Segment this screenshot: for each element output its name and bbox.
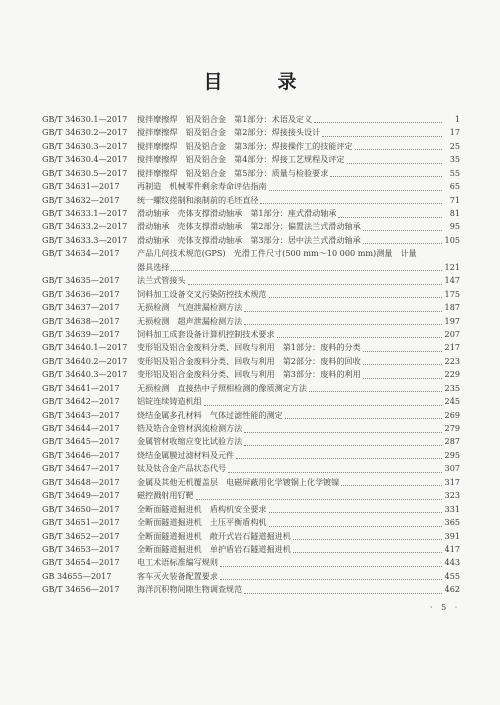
page-ref: 147 bbox=[444, 275, 460, 286]
page-ref: 287 bbox=[444, 436, 460, 447]
standard-code: GB 34655—2017 bbox=[42, 570, 112, 581]
page-ref: 175 bbox=[444, 288, 460, 299]
dot-leader bbox=[171, 269, 442, 271]
dot-leader bbox=[220, 565, 442, 567]
toc-entry bbox=[42, 543, 460, 556]
standard-title: 产品几何技术规范(GPS) 光滑工件尺寸(500 mm～10 000 mm)测量 计量 bbox=[137, 248, 417, 259]
standard-code: GB/T 34640.3—2017 bbox=[42, 369, 128, 380]
toc-entry bbox=[42, 126, 460, 139]
dot-leader bbox=[244, 444, 442, 446]
dot-leader bbox=[341, 484, 442, 486]
standard-title: 法兰式管接头 bbox=[137, 275, 186, 286]
page-ref: 1 bbox=[454, 113, 460, 124]
standard-code: GB/T 34633.1—2017 bbox=[42, 208, 128, 219]
standard-code: GB/T 34630.4—2017 bbox=[42, 154, 128, 165]
page-ref: 95 bbox=[449, 221, 460, 232]
standard-title: 饲料加工设备交叉污染防控技术规范 bbox=[137, 288, 267, 299]
dot-leader bbox=[269, 525, 442, 527]
page-title: 目 录 bbox=[203, 71, 315, 93]
standard-title: 金属及其他无机覆盖层 电磁屏蔽用化学镀铜上化学镀镍 bbox=[137, 476, 340, 487]
toc-entry bbox=[42, 476, 460, 489]
toc-entry bbox=[42, 503, 460, 516]
standard-code: GB/T 34652—2017 bbox=[42, 530, 120, 541]
toc-entry bbox=[42, 583, 460, 596]
standard-code: GB/T 34649—2017 bbox=[42, 490, 120, 501]
dot-leader bbox=[363, 242, 442, 244]
toc-entry bbox=[42, 140, 460, 153]
standard-title: 变形铝及铝合金废料分类、回收与利用 第3部分：废料的利用 bbox=[137, 369, 361, 380]
standard-code: GB/T 34648—2017 bbox=[42, 476, 120, 487]
dot-leader bbox=[363, 363, 442, 365]
standard-title: 变形铝及铝合金废料分类、回收与利用 第1部分：废料的分类 bbox=[137, 342, 361, 353]
toc-entry bbox=[42, 180, 460, 193]
standard-code: GB/T 34653—2017 bbox=[42, 543, 120, 554]
standard-code: GB/T 34640.2—2017 bbox=[42, 355, 128, 366]
standard-title: 搅拌摩擦焊 铝及铝合金 第3部分：焊接操作工的技能评定 bbox=[137, 140, 353, 151]
toc-entry bbox=[42, 368, 460, 381]
standard-code: GB/T 34650—2017 bbox=[42, 503, 120, 514]
page-ref: 105 bbox=[444, 234, 460, 245]
standard-code: GB/T 34630.1—2017 bbox=[42, 113, 128, 124]
page-ref: 443 bbox=[444, 557, 460, 568]
standard-code: GB/T 34640.1—2017 bbox=[42, 342, 128, 353]
toc-entry bbox=[42, 341, 460, 354]
page-ref: 235 bbox=[444, 382, 460, 393]
toc-entry bbox=[42, 570, 460, 583]
dot-leader bbox=[293, 551, 442, 553]
dot-leader bbox=[277, 336, 442, 338]
standard-title: 器具选择 bbox=[137, 261, 170, 272]
standard-title: 全断面隧道掘进机 盾构机安全要求 bbox=[137, 503, 267, 514]
toc-entry bbox=[42, 261, 460, 274]
standard-title: 搅拌摩擦焊 铝及铝合金 第2部分：焊接接头设计 bbox=[137, 127, 321, 138]
page-ref: 365 bbox=[444, 517, 460, 528]
standard-title: 铝锭连续铸造机组 bbox=[137, 396, 202, 407]
dot-leader bbox=[338, 216, 442, 218]
page-ref: 207 bbox=[444, 328, 460, 339]
standard-title: 滑动轴承 壳体支撑滑动轴承 第3部分：居中法兰式滑动轴承 bbox=[137, 234, 361, 245]
standard-title: 无损检测 气泡泄漏检测方法 bbox=[137, 302, 243, 313]
page-ref: 245 bbox=[444, 396, 460, 407]
standard-title: 无损检测 直接热中子照相检测的像质测定方法 bbox=[137, 382, 307, 393]
page-ref: 81 bbox=[449, 208, 460, 219]
toc-entry bbox=[42, 234, 460, 247]
dot-leader bbox=[269, 511, 442, 513]
standard-title: 滑动轴承 壳体支撑滑动轴承 第2部分：偏置法兰式滑动轴承 bbox=[137, 221, 361, 232]
toc-entry bbox=[42, 288, 460, 301]
toc-entry bbox=[42, 409, 460, 422]
standard-title: 滑动轴承 壳体支撑滑动轴承 第1部分：座式滑动轴承 bbox=[137, 208, 337, 219]
toc-entry bbox=[42, 167, 460, 180]
page-ref: 217 bbox=[444, 342, 460, 353]
standard-code: GB/T 34630.2—2017 bbox=[42, 127, 128, 138]
standard-title: 烧结金属多孔材料 气体过滤性能的测定 bbox=[137, 409, 283, 420]
standard-code: GB/T 34637—2017 bbox=[42, 302, 120, 313]
standard-code: GB/T 34633.2—2017 bbox=[42, 221, 128, 232]
standard-title: 变形铝及铝合金废料分类、回收与利用 第2部分：废料的回收 bbox=[137, 355, 361, 366]
standard-code: GB/T 34651—2017 bbox=[42, 517, 120, 528]
standard-code: GB/T 34656—2017 bbox=[42, 584, 120, 595]
standard-title: 全断面隧道掘进机 单护盾岩石隧道掘进机 bbox=[137, 543, 291, 554]
page-ref: 223 bbox=[444, 355, 460, 366]
page-ref: 25 bbox=[449, 140, 460, 151]
standard-code: GB/T 34634—2017 bbox=[42, 248, 120, 259]
toc-entry bbox=[42, 247, 460, 260]
dot-leader bbox=[269, 296, 442, 298]
toc-entry bbox=[42, 422, 460, 435]
dot-leader bbox=[314, 121, 442, 123]
standard-title: 搅拌摩擦焊 铝及铝合金 第5部分：质量与检验要求 bbox=[137, 167, 329, 178]
dot-leader bbox=[228, 471, 442, 473]
page-ref: 35 bbox=[449, 154, 460, 165]
dot-leader bbox=[244, 592, 442, 594]
toc-entry bbox=[42, 462, 460, 475]
standard-title: 统一螺纹搓制和滚制前的毛坯直径 bbox=[137, 194, 259, 205]
dot-leader bbox=[204, 404, 442, 406]
dot-leader bbox=[244, 310, 442, 312]
page-ref: 331 bbox=[444, 503, 460, 514]
standard-title: 磁控溅射用钌靶 bbox=[137, 490, 194, 501]
page-ref: 455 bbox=[444, 570, 460, 581]
dot-leader bbox=[260, 202, 442, 204]
dot-leader bbox=[363, 229, 442, 231]
page-ref: 121 bbox=[444, 261, 460, 272]
toc-entry bbox=[42, 328, 460, 341]
dot-leader bbox=[293, 538, 442, 540]
page-ref: 279 bbox=[444, 423, 460, 434]
toc-entry bbox=[42, 436, 460, 449]
standard-code: GB/T 34639—2017 bbox=[42, 328, 120, 339]
table-of-contents bbox=[42, 113, 460, 597]
standard-title: 搅拌摩擦焊 铝及铝合金 第4部分：焊接工艺规程及评定 bbox=[137, 154, 345, 165]
standard-code: GB/T 34632—2017 bbox=[42, 194, 120, 205]
standard-code: GB/T 34630.3—2017 bbox=[42, 140, 128, 151]
standard-code: GB/T 34635—2017 bbox=[42, 275, 120, 286]
page-ref: 295 bbox=[444, 449, 460, 460]
standard-code: GB/T 34642—2017 bbox=[42, 396, 120, 407]
standard-title: 电工术语标准编写规则 bbox=[137, 557, 218, 568]
standard-code: GB/T 34636—2017 bbox=[42, 288, 120, 299]
page-ref: 55 bbox=[449, 167, 460, 178]
dot-leader bbox=[363, 350, 442, 352]
standard-code: GB/T 34643—2017 bbox=[42, 409, 120, 420]
standard-code: GB/T 34646—2017 bbox=[42, 449, 120, 460]
page-ref: 71 bbox=[449, 194, 460, 205]
page-number: · 5 · bbox=[430, 603, 461, 612]
page-ref: 462 bbox=[444, 584, 460, 595]
page-ref: 417 bbox=[444, 543, 460, 554]
dot-leader bbox=[269, 189, 442, 191]
page-ref: 317 bbox=[444, 476, 460, 487]
standard-title: 客车灭火装备配置要求 bbox=[137, 570, 218, 581]
toc-entry bbox=[42, 194, 460, 207]
dot-leader bbox=[244, 431, 442, 433]
standard-title: 饲料加工成套设备计算机控制技术要求 bbox=[137, 328, 275, 339]
page-ref: 391 bbox=[444, 530, 460, 541]
page-ref: 229 bbox=[444, 369, 460, 380]
dot-leader bbox=[309, 390, 442, 392]
dot-leader bbox=[347, 162, 443, 164]
dot-leader bbox=[330, 175, 442, 177]
standard-code: GB/T 34631—2017 bbox=[42, 181, 120, 192]
toc-entry bbox=[42, 301, 460, 314]
toc-entry bbox=[42, 556, 460, 569]
dot-leader bbox=[285, 417, 442, 419]
toc-entry bbox=[42, 315, 460, 328]
page-ref: 17 bbox=[449, 127, 460, 138]
standard-code: GB/T 34641—2017 bbox=[42, 382, 120, 393]
toc-entry bbox=[42, 113, 460, 126]
page-ref: 197 bbox=[444, 315, 460, 326]
toc-entry bbox=[42, 355, 460, 368]
toc-entry bbox=[42, 395, 460, 408]
toc-entry bbox=[42, 274, 460, 287]
standard-code: GB/T 34647—2017 bbox=[42, 463, 120, 474]
standard-title: 锆及锆合金管材涡流检测方法 bbox=[137, 423, 243, 434]
toc-entry bbox=[42, 221, 460, 234]
page-ref: 65 bbox=[449, 181, 460, 192]
standard-code: GB/T 34633.3—2017 bbox=[42, 234, 128, 245]
toc-entry bbox=[42, 489, 460, 502]
dot-leader bbox=[363, 377, 442, 379]
standard-code: GB/T 34630.5—2017 bbox=[42, 167, 128, 178]
standard-title: 再制造 机械零件剩余寿命评估指南 bbox=[137, 181, 267, 192]
dot-leader bbox=[355, 148, 442, 150]
standard-title: 搅拌摩擦焊 铝及铝合金 第1部分：术语及定义 bbox=[137, 113, 313, 124]
standard-title: 金属管材收缩应变比试验方法 bbox=[137, 436, 243, 447]
standard-title: 全断面隧道掘进机 土压平衡盾构机 bbox=[137, 517, 267, 528]
standard-code: GB/T 34645—2017 bbox=[42, 436, 120, 447]
toc-entry bbox=[42, 449, 460, 462]
standard-title: 烧结金属膜过滤材料及元件 bbox=[137, 449, 235, 460]
standard-title: 全断面隧道掘进机 敞开式岩石隧道掘进机 bbox=[137, 530, 291, 541]
dot-leader bbox=[188, 283, 442, 285]
standard-title: 海洋沉积物间隙生物调查规范 bbox=[137, 584, 243, 595]
toc-entry bbox=[42, 516, 460, 529]
standard-code: GB/T 34638—2017 bbox=[42, 315, 120, 326]
standard-code: GB/T 34654—2017 bbox=[42, 557, 120, 568]
dot-leader bbox=[220, 578, 442, 580]
standard-title: 无损检测 超声泄漏检测方法 bbox=[137, 315, 243, 326]
page-ref: 269 bbox=[444, 409, 460, 420]
page-ref: 307 bbox=[444, 463, 460, 474]
standard-title: 钛及钛合金产品状态代号 bbox=[137, 463, 227, 474]
dot-leader bbox=[196, 498, 442, 500]
dot-leader bbox=[236, 457, 442, 459]
toc-entry bbox=[42, 530, 460, 543]
page-ref: 187 bbox=[444, 302, 460, 313]
dot-leader bbox=[244, 323, 442, 325]
standard-code: GB/T 34644—2017 bbox=[42, 423, 120, 434]
toc-entry bbox=[42, 207, 460, 220]
page-ref: 323 bbox=[444, 490, 460, 501]
toc-entry bbox=[42, 153, 460, 166]
toc-entry bbox=[42, 382, 460, 395]
dot-leader bbox=[322, 135, 442, 137]
